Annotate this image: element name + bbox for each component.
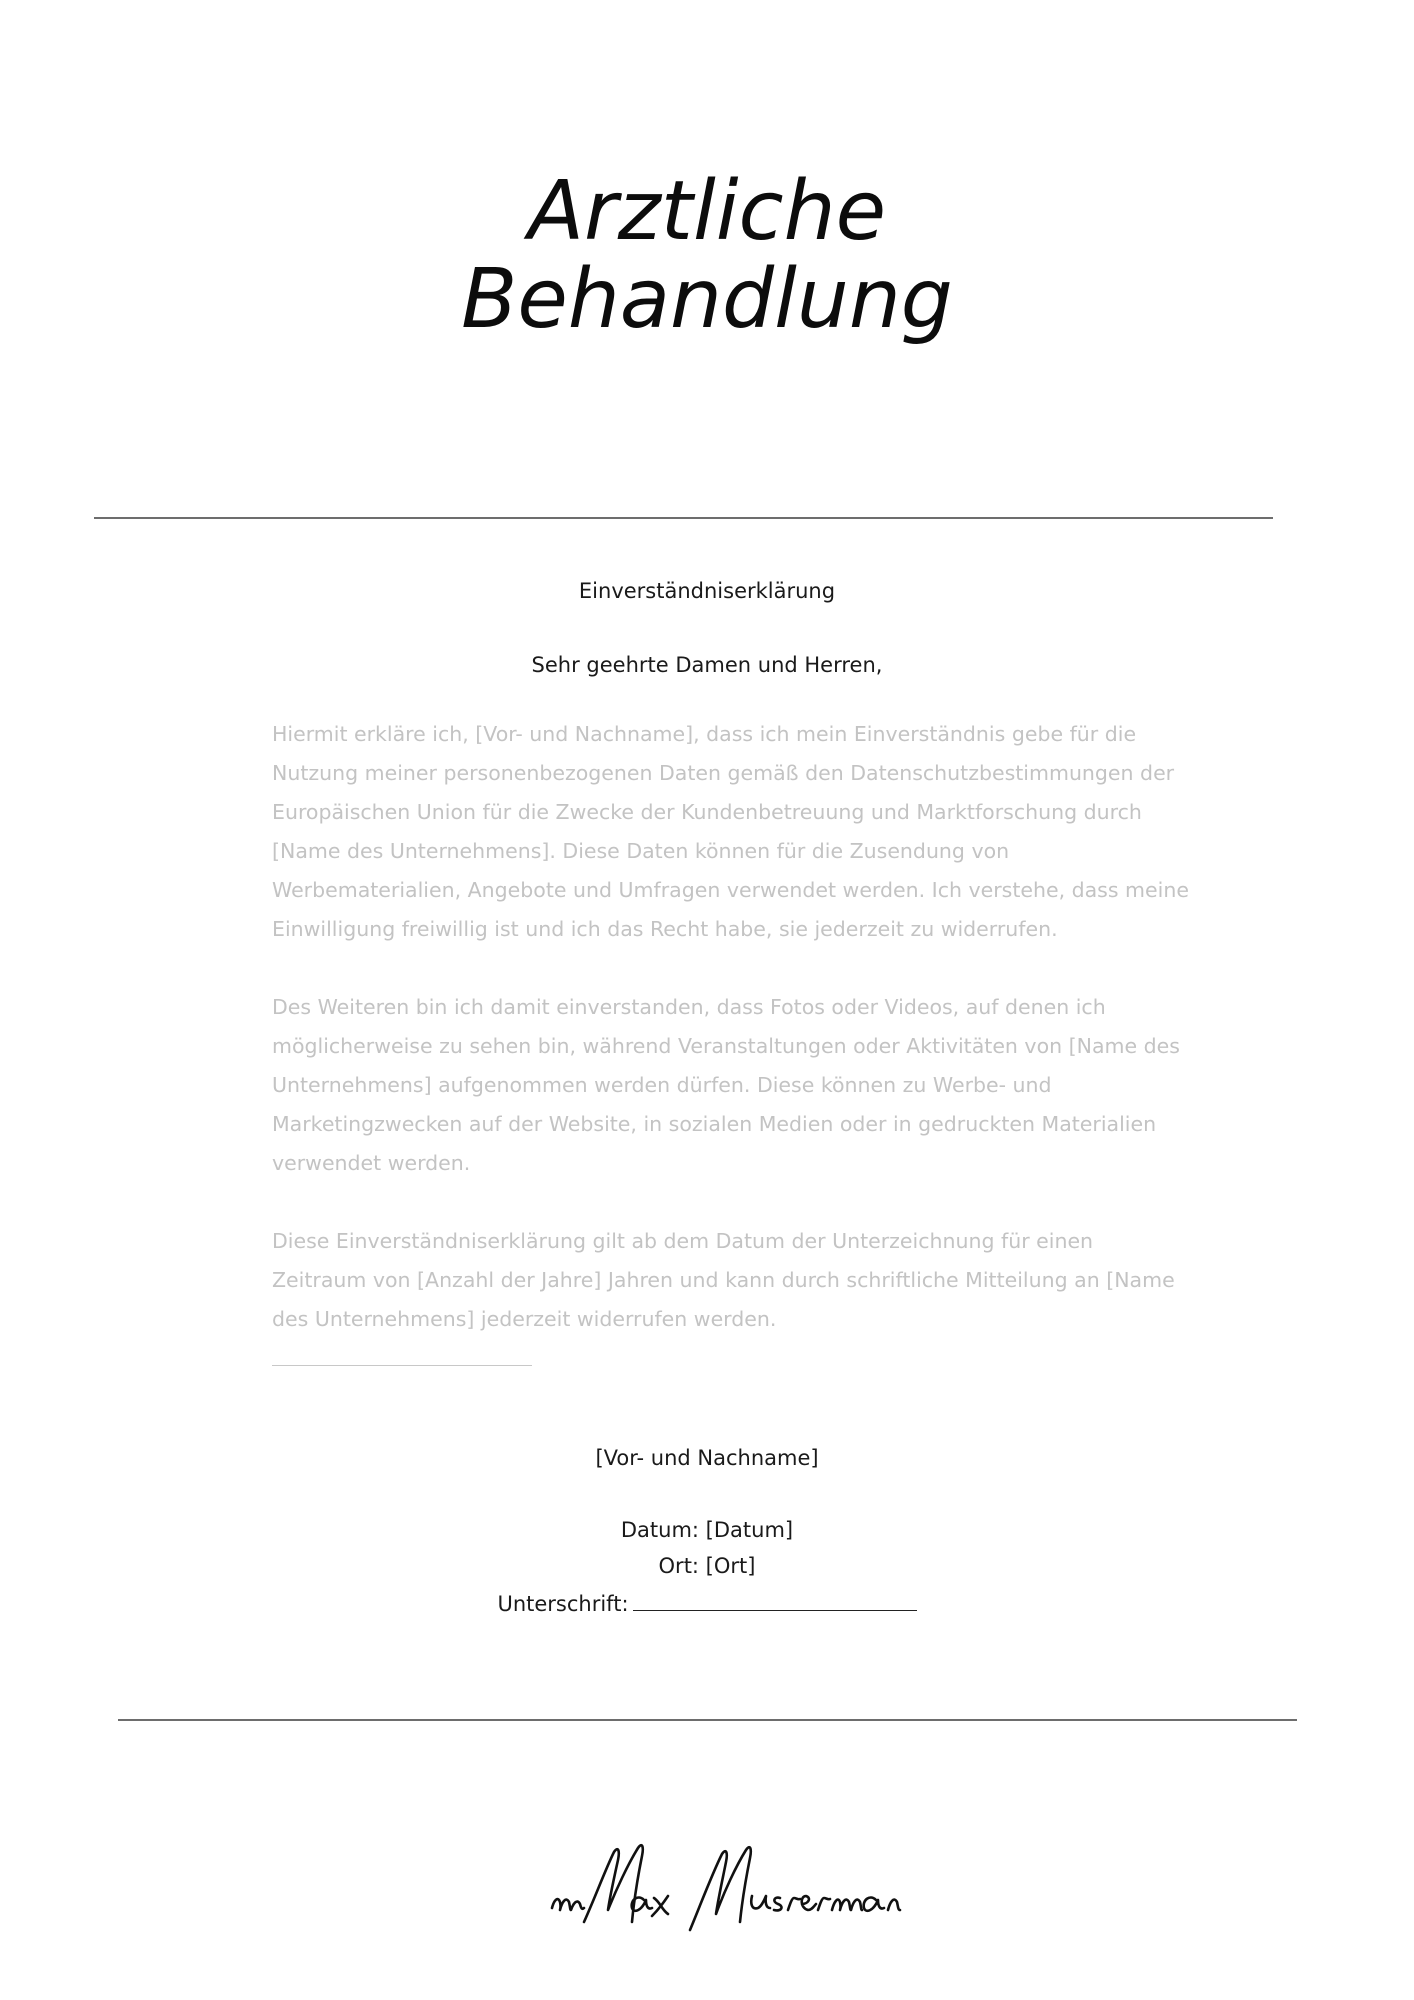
greeting: Sehr geehrte Damen und Herren,	[531, 653, 883, 677]
body-text	[272, 715, 1192, 1378]
title-line-1: Arztliche	[527, 164, 887, 259]
bottom-divider	[118, 1719, 1297, 1721]
paragraph-2: Des Weiteren bin ich damit einverstanden, dass Fotos oder Videos, auf denen ich möglicherweise zu sehen bin, während Veranstaltungen oder Aktivitäten von [Name des Unternehmens] aufgenommen werden dürfen. Diese können zu Werbe- und Marketingzwecken auf der Website, in sozialen Medien oder in gedruckten Materialien verwendet werden.	[272, 995, 1180, 1175]
signature-field	[0, 1590, 1414, 1616]
paragraph-1: Hiermit erkläre ich, [Vor- und Nachname], dass ich mein Einverständnis gebe für die Nutzung meiner personenbezogenen Daten gemäß den Datenschutzbestimmungen der Europäischen Union für die Zwecke der Kundenbetreuung und Marktforschung durch [Name des Unternehmens]. Diese Daten können für die Zusendung von Werbematerialien, Angebote und Umfragen verwendet werden. Ich verstehe, dass meine Einwilligung freiwillig ist und ich das Recht habe, sie jederzeit zu widerrufen.	[272, 722, 1189, 941]
title-line-2: Behandlung	[461, 252, 953, 347]
paragraph-3: Diese Einverständniserklärung gilt ab dem Datum der Unterzeichnung für einen Zeitraum von [Anzahl der Jahre] Jahren und kann durch schriftliche Mitteilung an [Name des Unternehmens] jederzeit widerrufen werden.	[272, 1229, 1175, 1331]
document-title	[0, 164, 1414, 347]
signature-label: Unterschrift:	[497, 1592, 629, 1616]
name-placeholder: [Vor- und Nachname]	[595, 1446, 819, 1470]
section-heading: Einverständniserklärung	[578, 579, 836, 603]
signature-blank-line	[633, 1590, 917, 1611]
place-field: Ort: [Ort]	[658, 1554, 756, 1578]
handwritten-signature	[540, 1830, 910, 1940]
top-divider	[94, 517, 1273, 519]
date-field: Datum: [Datum]	[620, 1518, 794, 1542]
short-separator	[272, 1365, 532, 1366]
